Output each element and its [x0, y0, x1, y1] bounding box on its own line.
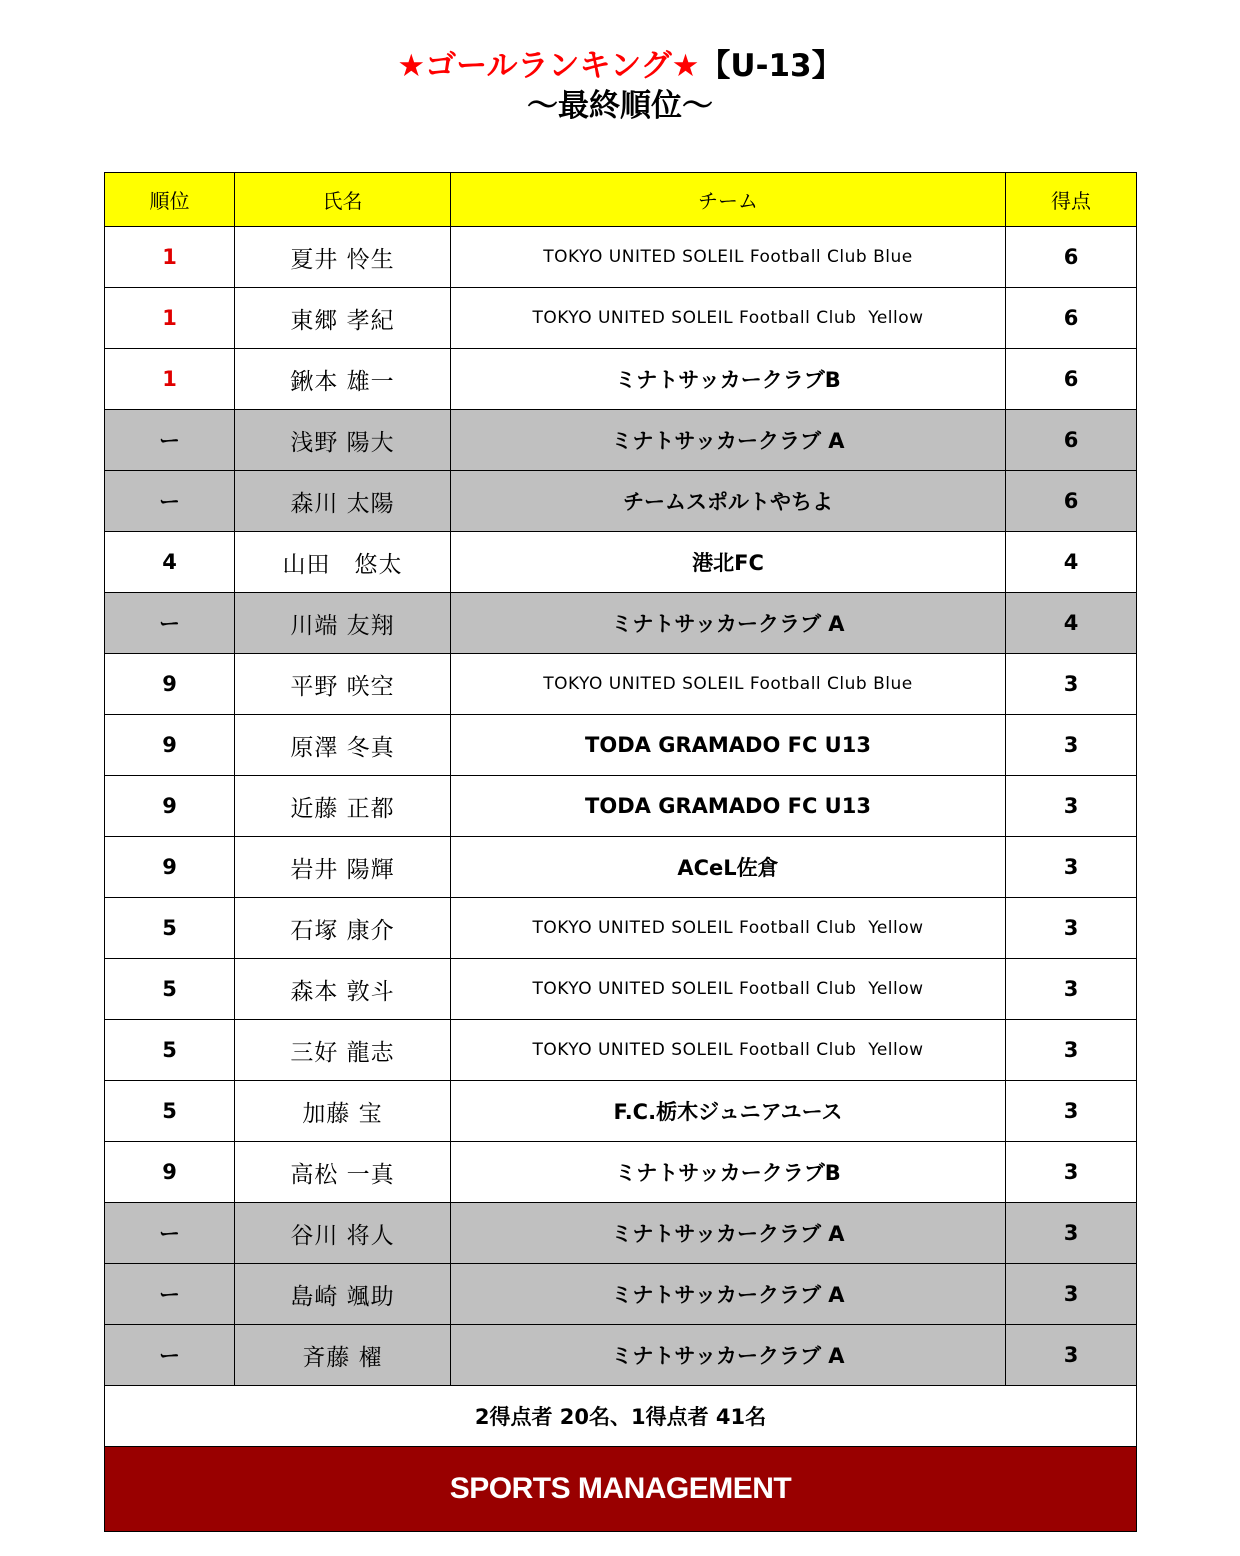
rank-cell: 1	[105, 288, 235, 349]
player-name-cell: 岩井 陽輝	[235, 837, 451, 898]
title-category: 【U-13】	[699, 48, 843, 84]
player-name-cell: 加藤 宝	[235, 1081, 451, 1142]
table-row	[105, 776, 1137, 837]
rank-cell: ー	[105, 1264, 235, 1325]
player-name-cell: 森川 太陽	[235, 471, 451, 532]
player-name-cell: 鍬本 雄一	[235, 349, 451, 410]
table-row	[105, 1264, 1137, 1325]
table-row	[105, 898, 1137, 959]
player-name-cell: 平野 咲空	[235, 654, 451, 715]
scorer-summary: 2得点者 20名、1得点者 41名	[105, 1386, 1137, 1447]
points-cell: 4	[1006, 532, 1137, 593]
table-row	[105, 715, 1137, 776]
team-cell: 港北FC	[451, 532, 1006, 593]
team-cell: TOKYO UNITED SOLEIL Football Club Blue	[451, 654, 1006, 715]
column-header-name: 氏名	[235, 173, 451, 227]
player-name-cell: 島崎 颯助	[235, 1264, 451, 1325]
points-cell: 6	[1006, 288, 1137, 349]
points-cell: 3	[1006, 1020, 1137, 1081]
points-cell: 3	[1006, 959, 1137, 1020]
team-cell: TOKYO UNITED SOLEIL Football Club Blue	[451, 227, 1006, 288]
rank-cell: 9	[105, 715, 235, 776]
team-cell: ミナトサッカークラブB	[451, 349, 1006, 410]
rank-cell: 9	[105, 654, 235, 715]
team-cell: TOKYO UNITED SOLEIL Football Club Yellow	[451, 959, 1006, 1020]
points-cell: 3	[1006, 1264, 1137, 1325]
table-row	[105, 227, 1137, 288]
table-row	[105, 654, 1137, 715]
table-row	[105, 349, 1137, 410]
team-cell: ミナトサッカークラブ A	[451, 1264, 1006, 1325]
player-name-cell: 川端 友翔	[235, 593, 451, 654]
table-row	[105, 593, 1137, 654]
team-cell: TOKYO UNITED SOLEIL Football Club Yellow	[451, 1020, 1006, 1081]
team-cell: チームスポルトやちよ	[451, 471, 1006, 532]
player-name-cell: 斉藤 櫂	[235, 1325, 451, 1386]
table-row	[105, 1020, 1137, 1081]
rank-cell: 4	[105, 532, 235, 593]
rank-cell: 5	[105, 898, 235, 959]
table-row	[105, 1325, 1137, 1386]
player-name-cell: 東郷 孝紀	[235, 288, 451, 349]
points-cell: 3	[1006, 654, 1137, 715]
points-cell: 6	[1006, 410, 1137, 471]
points-cell: 3	[1006, 1142, 1137, 1203]
points-cell: 6	[1006, 349, 1137, 410]
rank-cell: ー	[105, 471, 235, 532]
team-cell: TODA GRAMADO FC U13	[451, 776, 1006, 837]
sports-management-banner: SPORTS MANAGEMENT	[105, 1447, 1137, 1532]
rank-cell: 5	[105, 1020, 235, 1081]
team-cell: F.C.栃木ジュニアユース	[451, 1081, 1006, 1142]
team-cell: TODA GRAMADO FC U13	[451, 715, 1006, 776]
points-cell: 3	[1006, 715, 1137, 776]
title-final-standings: ～最終順位～	[527, 88, 713, 124]
player-name-cell: 三好 龍志	[235, 1020, 451, 1081]
points-cell: 3	[1006, 898, 1137, 959]
page-title	[0, 46, 1240, 126]
points-cell: 3	[1006, 776, 1137, 837]
player-name-cell: 谷川 将人	[235, 1203, 451, 1264]
player-name-cell: 近藤 正都	[235, 776, 451, 837]
summary-row	[105, 1386, 1137, 1447]
points-cell: 6	[1006, 471, 1137, 532]
title-line-1	[0, 46, 1240, 86]
team-cell: TOKYO UNITED SOLEIL Football Club Yellow	[451, 288, 1006, 349]
player-name-cell: 原澤 冬真	[235, 715, 451, 776]
rank-cell: 5	[105, 1081, 235, 1142]
goal-ranking-table	[104, 172, 1137, 1532]
player-name-cell: 石塚 康介	[235, 898, 451, 959]
column-header-rank: 順位	[105, 173, 235, 227]
rank-cell: 9	[105, 837, 235, 898]
table-row	[105, 471, 1137, 532]
points-cell: 3	[1006, 1203, 1137, 1264]
rank-cell: ー	[105, 1203, 235, 1264]
rank-cell: 9	[105, 776, 235, 837]
table-row	[105, 1081, 1137, 1142]
rank-cell: ー	[105, 410, 235, 471]
points-cell: 6	[1006, 227, 1137, 288]
table-row	[105, 532, 1137, 593]
points-cell: 3	[1006, 1081, 1137, 1142]
team-cell: ミナトサッカークラブB	[451, 1142, 1006, 1203]
table-row	[105, 1203, 1137, 1264]
rank-cell: 5	[105, 959, 235, 1020]
rank-cell: 9	[105, 1142, 235, 1203]
player-name-cell: 夏井 怜生	[235, 227, 451, 288]
rank-cell: ー	[105, 1325, 235, 1386]
column-header-team: チーム	[451, 173, 1006, 227]
player-name-cell: 高松 一真	[235, 1142, 451, 1203]
team-cell: ミナトサッカークラブ A	[451, 1325, 1006, 1386]
player-name-cell: 山田 悠太	[235, 532, 451, 593]
team-cell: TOKYO UNITED SOLEIL Football Club Yellow	[451, 898, 1006, 959]
table-row	[105, 837, 1137, 898]
table-row	[105, 959, 1137, 1020]
rank-cell: 1	[105, 349, 235, 410]
player-name-cell: 浅野 陽大	[235, 410, 451, 471]
player-name-cell: 森本 敦斗	[235, 959, 451, 1020]
points-cell: 3	[1006, 1325, 1137, 1386]
footer-row	[105, 1447, 1137, 1532]
points-cell: 4	[1006, 593, 1137, 654]
points-cell: 3	[1006, 837, 1137, 898]
rank-cell: 1	[105, 227, 235, 288]
team-cell: ミナトサッカークラブ A	[451, 1203, 1006, 1264]
team-cell: ミナトサッカークラブ A	[451, 593, 1006, 654]
table-header-row	[105, 173, 1137, 227]
rank-cell: ー	[105, 593, 235, 654]
title-goal-ranking: ★ゴールランキング★	[397, 48, 700, 84]
team-cell: ミナトサッカークラブ A	[451, 410, 1006, 471]
column-header-points: 得点	[1006, 173, 1137, 227]
team-cell: ACeL佐倉	[451, 837, 1006, 898]
table-row	[105, 288, 1137, 349]
table-row	[105, 1142, 1137, 1203]
table-row	[105, 410, 1137, 471]
